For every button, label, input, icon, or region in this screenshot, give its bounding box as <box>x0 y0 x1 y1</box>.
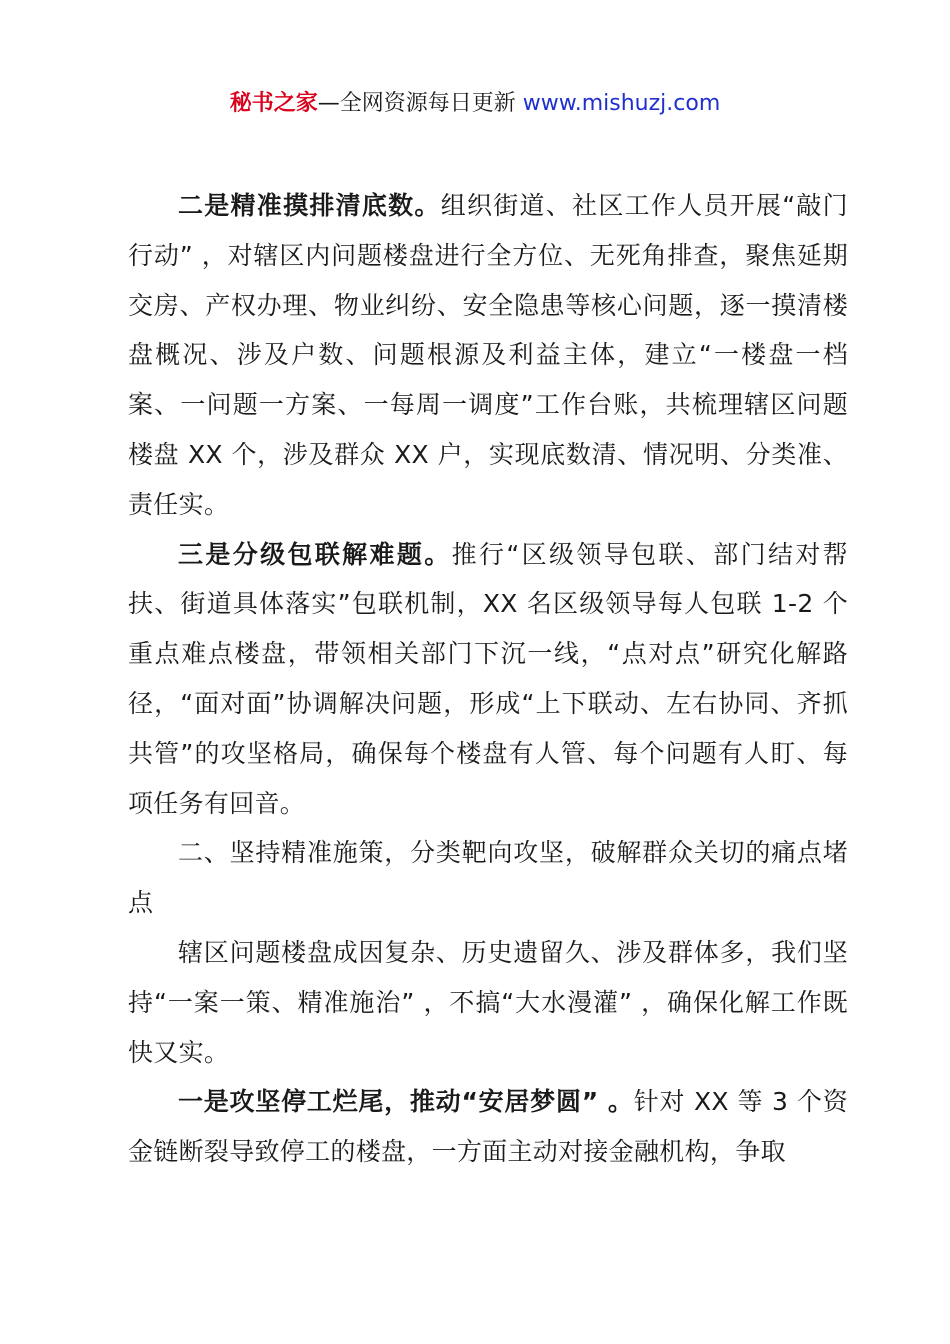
header-url-link[interactable]: www.mishuzj.com <box>522 91 721 116</box>
paragraph-text: 针对 XX 等 3 个资金链断裂导致停工的楼盘，一方面主动对接金融机构，争取 <box>128 1087 848 1167</box>
document-body <box>128 181 848 1177</box>
paragraph-precise-investigation <box>128 181 848 530</box>
paragraph-lead: 三是分级包联解难题。 <box>178 539 452 569</box>
header-brand: 秘书之家 <box>229 91 318 116</box>
paragraph-text: 二、坚持精准施策，分类靶向攻坚，破解群众关切的痛点堵点 <box>128 838 848 918</box>
paragraph-text: 辖区问题楼盘成因复杂、历史遗留久、涉及群体多，我们坚持“一案一策、精准施治” ，不搞“大水漫灌” ，确保化解工作既快又实。 <box>128 937 848 1067</box>
paragraph-text: 推行“区级领导包联、部门结对帮扶、街道具体落实”包联机制，XX 名区级领导每人包联 1-2 个重点难点楼盘，带领相关部门下沉一线，“点对点”研究化解路径，“面对面”协调解决问题，形成“上下联动、左右协同、齐抓共管”的攻坚格局，确保每个楼盘有人管、每个问题有人盯、每项任务有回音。 <box>128 539 848 818</box>
header-tagline: —全网资源每日更新 <box>317 91 523 116</box>
paragraph-tiered-liaison <box>128 530 848 829</box>
paragraph-stalled-projects <box>128 1077 848 1177</box>
paragraph-lead: 二是精准摸排清底数。 <box>178 191 441 220</box>
paragraph-lead: 一是攻坚停工烂尾，推动“安居梦圆” 。 <box>178 1087 634 1117</box>
section-heading-two <box>128 828 848 928</box>
paragraph-section-intro <box>128 928 848 1077</box>
paragraph-text: 组织街道、社区工作人员开展“敲门行动” ，对辖区内问题楼盘进行全方位、无死角排查，聚焦延期交房、产权办理、物业纠纷、安全隐患等核心问题，逐一摸清楼盘概况、涉及户数、问题根源及利益主体，建立“一楼盘一档案、一问题一方案、一每周一调度”工作台账，共梳理辖区问题楼盘 XX 个，涉及群众 XX 户，实现底数清、情况明、分类准、责任实。 <box>128 191 848 519</box>
document-header <box>0 88 950 120</box>
